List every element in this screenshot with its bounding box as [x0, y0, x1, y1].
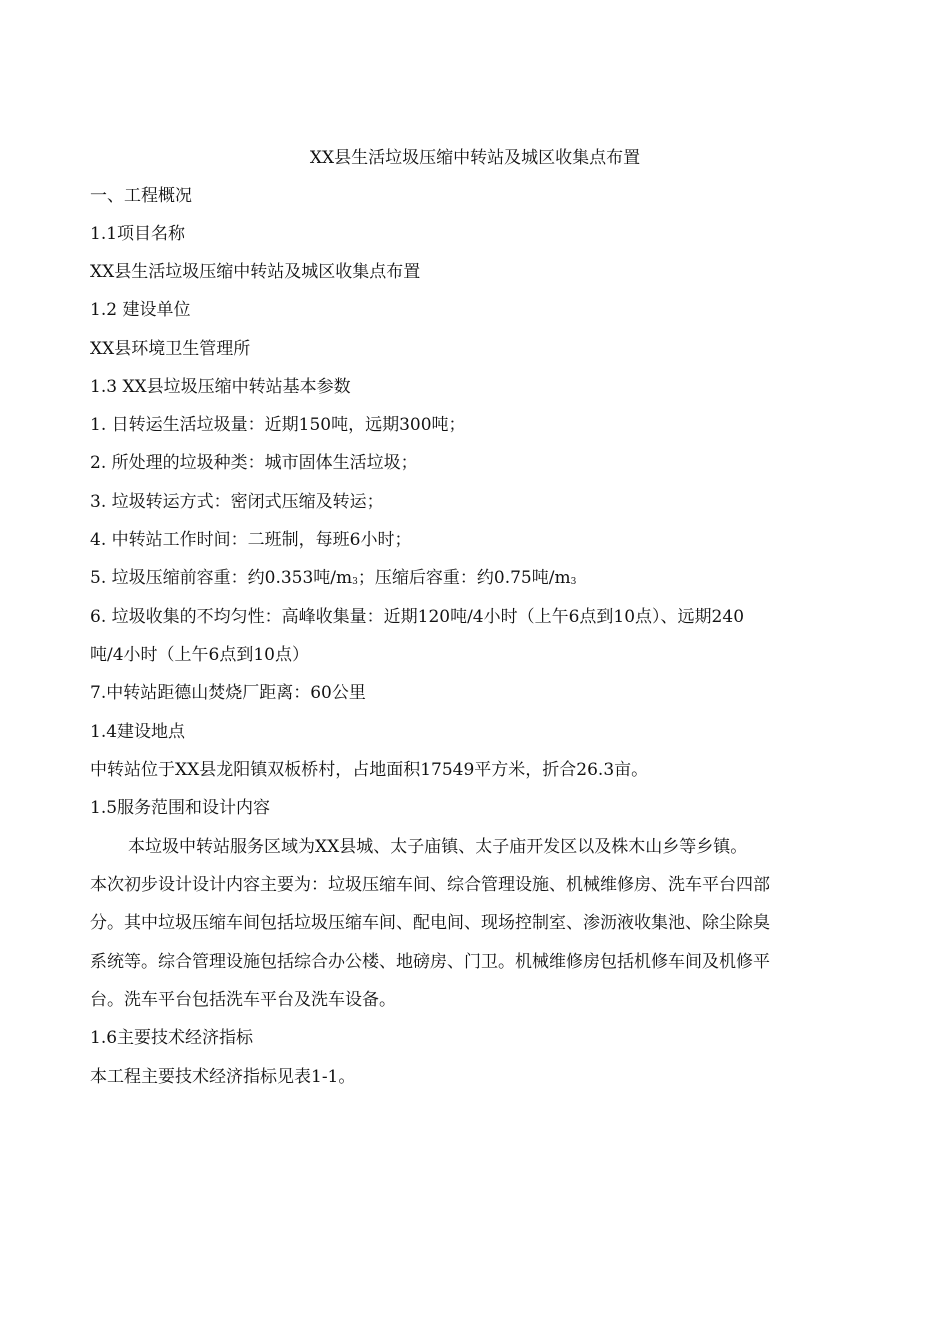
param-item-7: 7.中转站距德山焚烧厂距离：60公里 — [90, 683, 366, 703]
param-item-3: 3. 垃圾转运方式：密闭式压缩及转运； — [90, 492, 384, 512]
heading-project-name: 1.1项目名称 — [90, 224, 186, 244]
param5-text-b: ；压缩后容重：约0.75吨/m — [357, 568, 571, 588]
param-item-6-line2: 吨/4小时（上午6点到10点） — [90, 645, 309, 665]
param-item-4: 4. 中转站工作时间：二班制，每班6小时； — [90, 530, 412, 550]
document-title: XX县生活垃圾压缩中转站及城区收集点布置 — [309, 148, 641, 168]
design-content-line-1: 本次初步设计设计内容主要为：垃圾压缩车间、综合管理设施、机械维修房、洗车平台四部 — [90, 875, 770, 895]
technical-indicators-text: 本工程主要技术经济指标见表1-1。 — [90, 1067, 356, 1087]
design-content-line-3: 系统等。综合管理设施包括综合办公楼、地磅房、门卫。机械维修房包括机修车间及机修平 — [90, 952, 770, 972]
location-text: 中转站位于XX县龙阳镇双板桥村，占地面积17549平方米，折合26.3亩。 — [90, 760, 649, 780]
param-item-2: 2. 所处理的垃圾种类：城市固体生活垃圾； — [90, 453, 418, 473]
param5-unit-sub-a: 3 — [352, 577, 358, 587]
param5-text-a: 5. 垃圾压缩前容重：约0.353吨/m — [90, 568, 353, 588]
param5-unit-sub-b: 3 — [570, 577, 577, 587]
construction-unit-text: XX县环境卫生管理所 — [90, 339, 251, 359]
service-scope-paragraph: 本垃圾中转站服务区域为XX县城、太子庙镇、太子庙开发区以及株木山乡等乡镇。 — [128, 837, 748, 857]
design-content-line-4: 台。洗车平台包括洗车平台及洗车设备。 — [90, 990, 396, 1010]
param-item-5 — [90, 566, 870, 594]
heading-technical-indicators: 1.6主要技术经济指标 — [90, 1028, 254, 1048]
heading-construction-unit: 1.2 建设单位 — [90, 300, 191, 320]
heading-basic-parameters: 1.3 XX县垃圾压缩中转站基本参数 — [90, 377, 351, 397]
project-name-text: XX县生活垃圾压缩中转站及城区收集点布置 — [90, 262, 421, 282]
param-item-6-line1: 6. 垃圾收集的不均匀性：高峰收集量：近期120吨/4小时（上午6点到10点）、远期240 — [90, 607, 745, 627]
design-content-line-2: 分。其中垃圾压缩车间包括垃圾压缩车间、配电间、现场控制室、渗沥液收集池、除尘除臭 — [90, 913, 770, 933]
param-item-1: 1. 日转运生活垃圾量：近期150吨，远期300吨； — [90, 415, 466, 435]
heading-location: 1.4建设地点 — [90, 722, 186, 742]
section-heading-overview: 一、工程概况 — [90, 186, 192, 206]
heading-service-scope: 1.5服务范围和设计内容 — [90, 798, 271, 818]
